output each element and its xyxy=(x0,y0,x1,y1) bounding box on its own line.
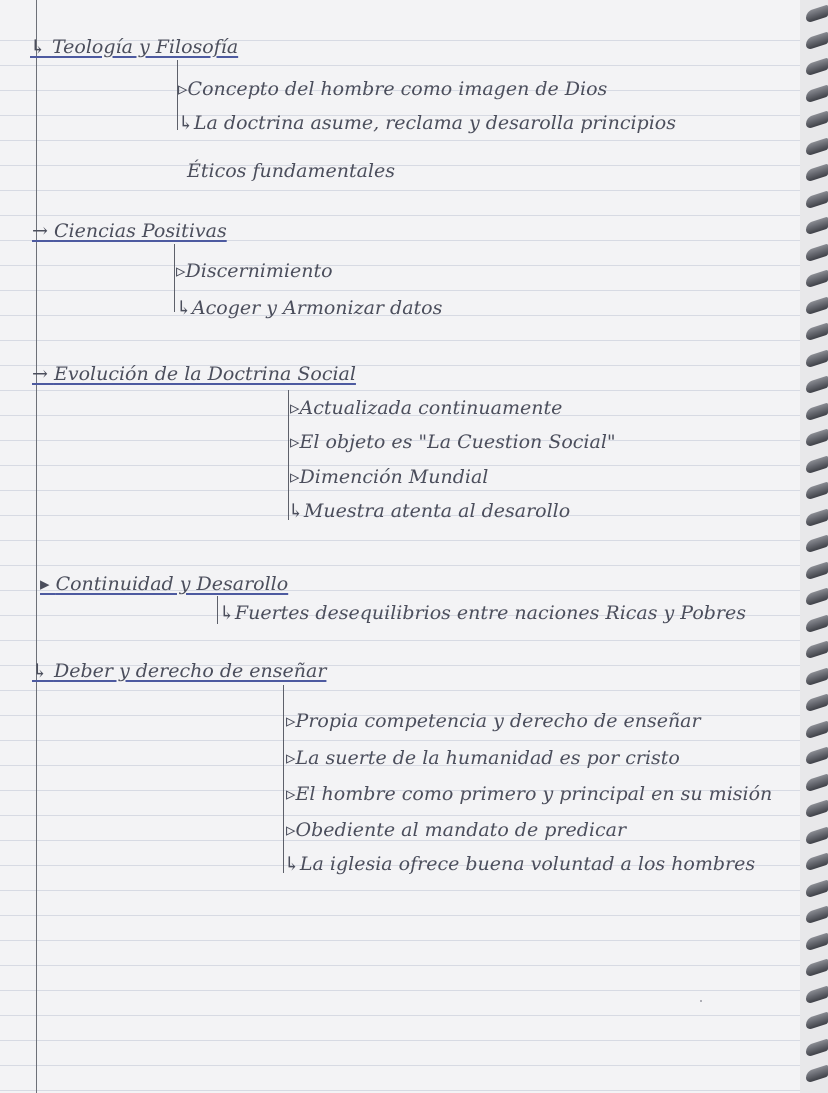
item-hombre: ▹El hombre como primero y principal en su misión xyxy=(286,783,773,805)
item-discernimiento: ▹Discernimiento xyxy=(176,260,333,282)
bracket-line xyxy=(217,596,218,624)
item-doctrina-asume: ↳La doctrina asume, reclama y desarolla principios xyxy=(178,112,676,134)
heading-continuidad: ▸ Continuidad y Desarollo xyxy=(40,573,289,595)
item-propia: ▹Propia competencia y derecho de enseñar xyxy=(286,710,701,732)
heading-evolucion-doctrina: → Evolución de la Doctrina Social xyxy=(32,363,356,385)
item-concepto-hombre: ▹Concepto del hombre como imagen de Dios xyxy=(178,78,608,100)
item-obediente: ▹Obediente al mandato de predicar xyxy=(286,819,627,841)
bracket-line xyxy=(174,244,175,312)
item-suerte: ▹La suerte de la humanidad es por cristo xyxy=(286,747,680,769)
item-iglesia: ↳La iglesia ofrece buena voluntad a los hombres xyxy=(284,853,756,875)
heading-teologia-filosofia: ↳ Teología y Filosofía xyxy=(30,36,239,58)
item-objeto: ▹El objeto es "La Cuestion Social" xyxy=(290,431,616,453)
heading-deber-derecho: ↳ Deber y derecho de enseñar xyxy=(32,660,327,682)
item-muestra: ↳Muestra atenta al desarollo xyxy=(288,500,571,522)
stray-mark xyxy=(700,1000,702,1002)
item-fuertes: ↳Fuertes desequilibrios entre naciones Ricas y Pobres xyxy=(219,602,747,624)
item-dimencion: ▹Dimención Mundial xyxy=(290,466,489,488)
item-actualizada: ▹Actualizada continuamente xyxy=(290,397,563,419)
item-acoger: ↳Acoger y Armonizar datos xyxy=(176,297,443,319)
margin-line xyxy=(36,0,37,1093)
item-eticos: Éticos fundamentales xyxy=(187,160,395,182)
heading-ciencias-positivas: → Ciencias Positivas xyxy=(32,220,227,242)
bracket-line xyxy=(283,685,284,873)
